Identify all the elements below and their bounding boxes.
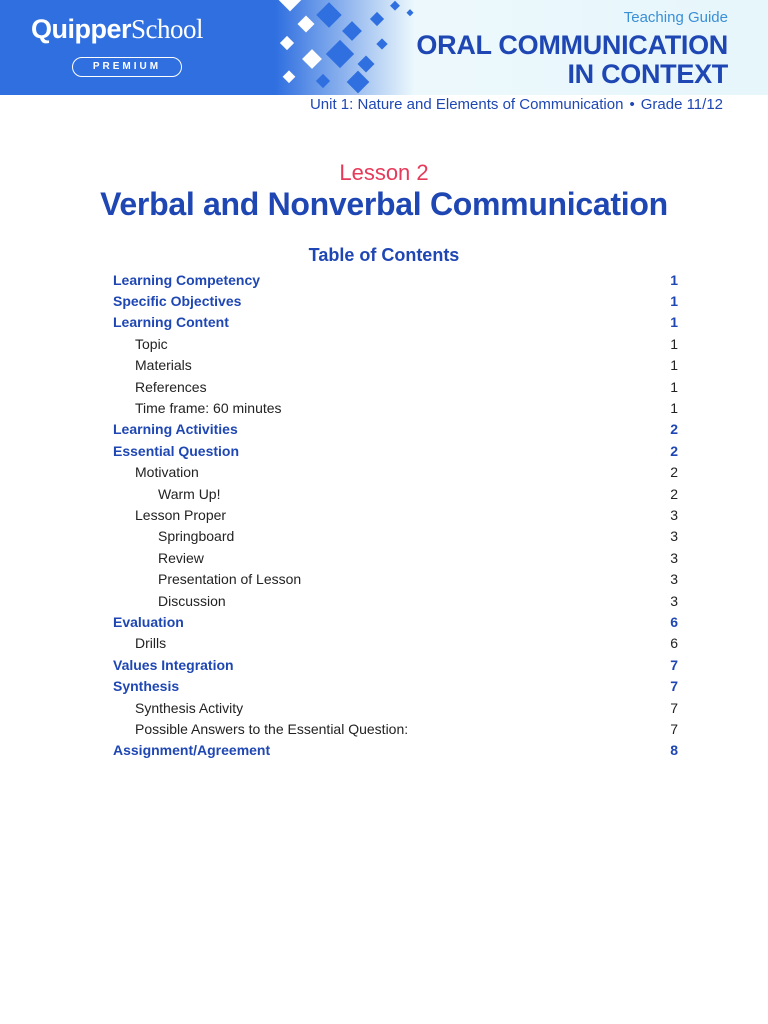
- separator-dot: •: [629, 96, 635, 113]
- lesson-title: Verbal and Nonverbal Communication: [100, 186, 668, 222]
- toc-entry-page: 2: [670, 485, 678, 502]
- toc-entry-label: Presentation of Lesson: [158, 571, 302, 588]
- toc-entry-label: Synthesis Activity: [135, 699, 244, 716]
- toc-entry-label: Learning Content: [113, 314, 229, 331]
- toc-entry-page: 2: [670, 464, 678, 481]
- toc-entry[interactable]: [113, 483, 678, 504]
- toc-entry-page: 2: [670, 442, 678, 459]
- toc-entry-page: 2: [670, 421, 678, 438]
- toc-entry-label: Warm Up!: [158, 485, 221, 502]
- toc-entry-page: 7: [670, 678, 678, 695]
- toc-entry[interactable]: [113, 419, 678, 440]
- toc-entry[interactable]: [113, 611, 678, 632]
- toc-entry[interactable]: [113, 397, 678, 418]
- lesson-number: Lesson 2: [339, 160, 429, 185]
- toc-entry[interactable]: [113, 269, 678, 290]
- toc-entry-page: 6: [670, 613, 678, 630]
- toc-entry-page: 7: [670, 656, 678, 673]
- toc-entry-label: Drills: [135, 635, 167, 652]
- brand-school: School: [131, 14, 204, 44]
- toc-entry-label: Values Integration: [113, 656, 234, 673]
- toc-entry-label: Learning Competency: [113, 271, 261, 288]
- toc-entry-page: 1: [670, 335, 678, 352]
- toc-entry-page: 7: [670, 699, 678, 716]
- toc-entry[interactable]: [113, 376, 678, 397]
- brand-quipper: Quipper: [31, 14, 132, 44]
- toc-entry-page: 6: [670, 635, 678, 652]
- toc-entry-label: Springboard: [158, 528, 235, 545]
- toc-entry-page: 1: [670, 357, 678, 374]
- toc-entry-label: Topic: [135, 335, 168, 352]
- toc-entry-label: Learning Activities: [113, 421, 238, 438]
- unit-label: Unit 1: Nature and Elements of Communication: [309, 96, 624, 113]
- toc-entry[interactable]: [113, 675, 678, 696]
- premium-badge: PREMIUM: [72, 57, 182, 77]
- toc-entry-page: 3: [670, 592, 678, 609]
- toc-entry-label: Possible Answers to the Essential Question:: [135, 720, 409, 737]
- toc-entry[interactable]: [113, 333, 678, 354]
- quipper-school-logo: [31, 14, 203, 45]
- grade-label: Grade 11/12: [640, 96, 723, 113]
- toc-entry[interactable]: [113, 633, 678, 654]
- toc-title: Table of Contents: [308, 245, 460, 265]
- toc-entry[interactable]: [113, 654, 678, 675]
- toc-entry[interactable]: [113, 312, 678, 333]
- toc-entry-label: Evaluation: [113, 613, 184, 630]
- toc-entry-label: Time frame: 60 minutes: [135, 400, 282, 417]
- toc-entry[interactable]: [113, 697, 678, 718]
- toc-entry-label: Specific Objectives: [113, 293, 242, 310]
- toc-entry-page: 1: [670, 293, 678, 310]
- toc-entry-label: Materials: [135, 357, 192, 374]
- toc-entry[interactable]: [113, 290, 678, 311]
- course-title: [416, 31, 728, 89]
- toc-entry-page: 1: [670, 314, 678, 331]
- table-of-contents: [113, 269, 678, 761]
- teaching-guide-label: Teaching Guide: [623, 9, 728, 26]
- toc-entry[interactable]: [113, 462, 678, 483]
- toc-entry[interactable]: [113, 718, 678, 739]
- toc-entry-page: 3: [670, 549, 678, 566]
- toc-entry-page: 3: [670, 571, 678, 588]
- toc-entry[interactable]: [113, 568, 678, 589]
- toc-entry-page: 8: [670, 742, 678, 759]
- toc-entry-label: Review: [158, 549, 204, 566]
- toc-entry-label: Essential Question: [113, 442, 240, 459]
- toc-entry-label: Discussion: [158, 592, 226, 609]
- toc-entry[interactable]: [113, 547, 678, 568]
- toc-entry-page: 1: [670, 400, 678, 417]
- toc-entry-page: 3: [670, 528, 678, 545]
- unit-grade-line: [310, 96, 723, 113]
- toc-entry[interactable]: [113, 504, 678, 525]
- course-title-line-1: ORAL COMMUNICATION: [416, 30, 728, 60]
- toc-entry[interactable]: [113, 355, 678, 376]
- toc-entry[interactable]: [113, 526, 678, 547]
- toc-entry-label: Lesson Proper: [135, 506, 227, 523]
- toc-entry-page: 7: [670, 720, 678, 737]
- page-header: [0, 0, 768, 95]
- toc-entry-label: References: [135, 378, 207, 395]
- toc-entry[interactable]: [113, 590, 678, 611]
- toc-entry-page: 1: [670, 271, 678, 288]
- toc-entry[interactable]: [113, 440, 678, 461]
- toc-entry[interactable]: [113, 740, 678, 761]
- toc-entry-label: Motivation: [135, 464, 199, 481]
- toc-entry-page: 3: [670, 506, 678, 523]
- toc-entry-label: Synthesis: [113, 678, 180, 695]
- toc-entry-page: 1: [670, 378, 678, 395]
- course-title-line-2: IN CONTEXT: [567, 59, 728, 89]
- toc-entry-label: Assignment/Agreement: [113, 742, 271, 759]
